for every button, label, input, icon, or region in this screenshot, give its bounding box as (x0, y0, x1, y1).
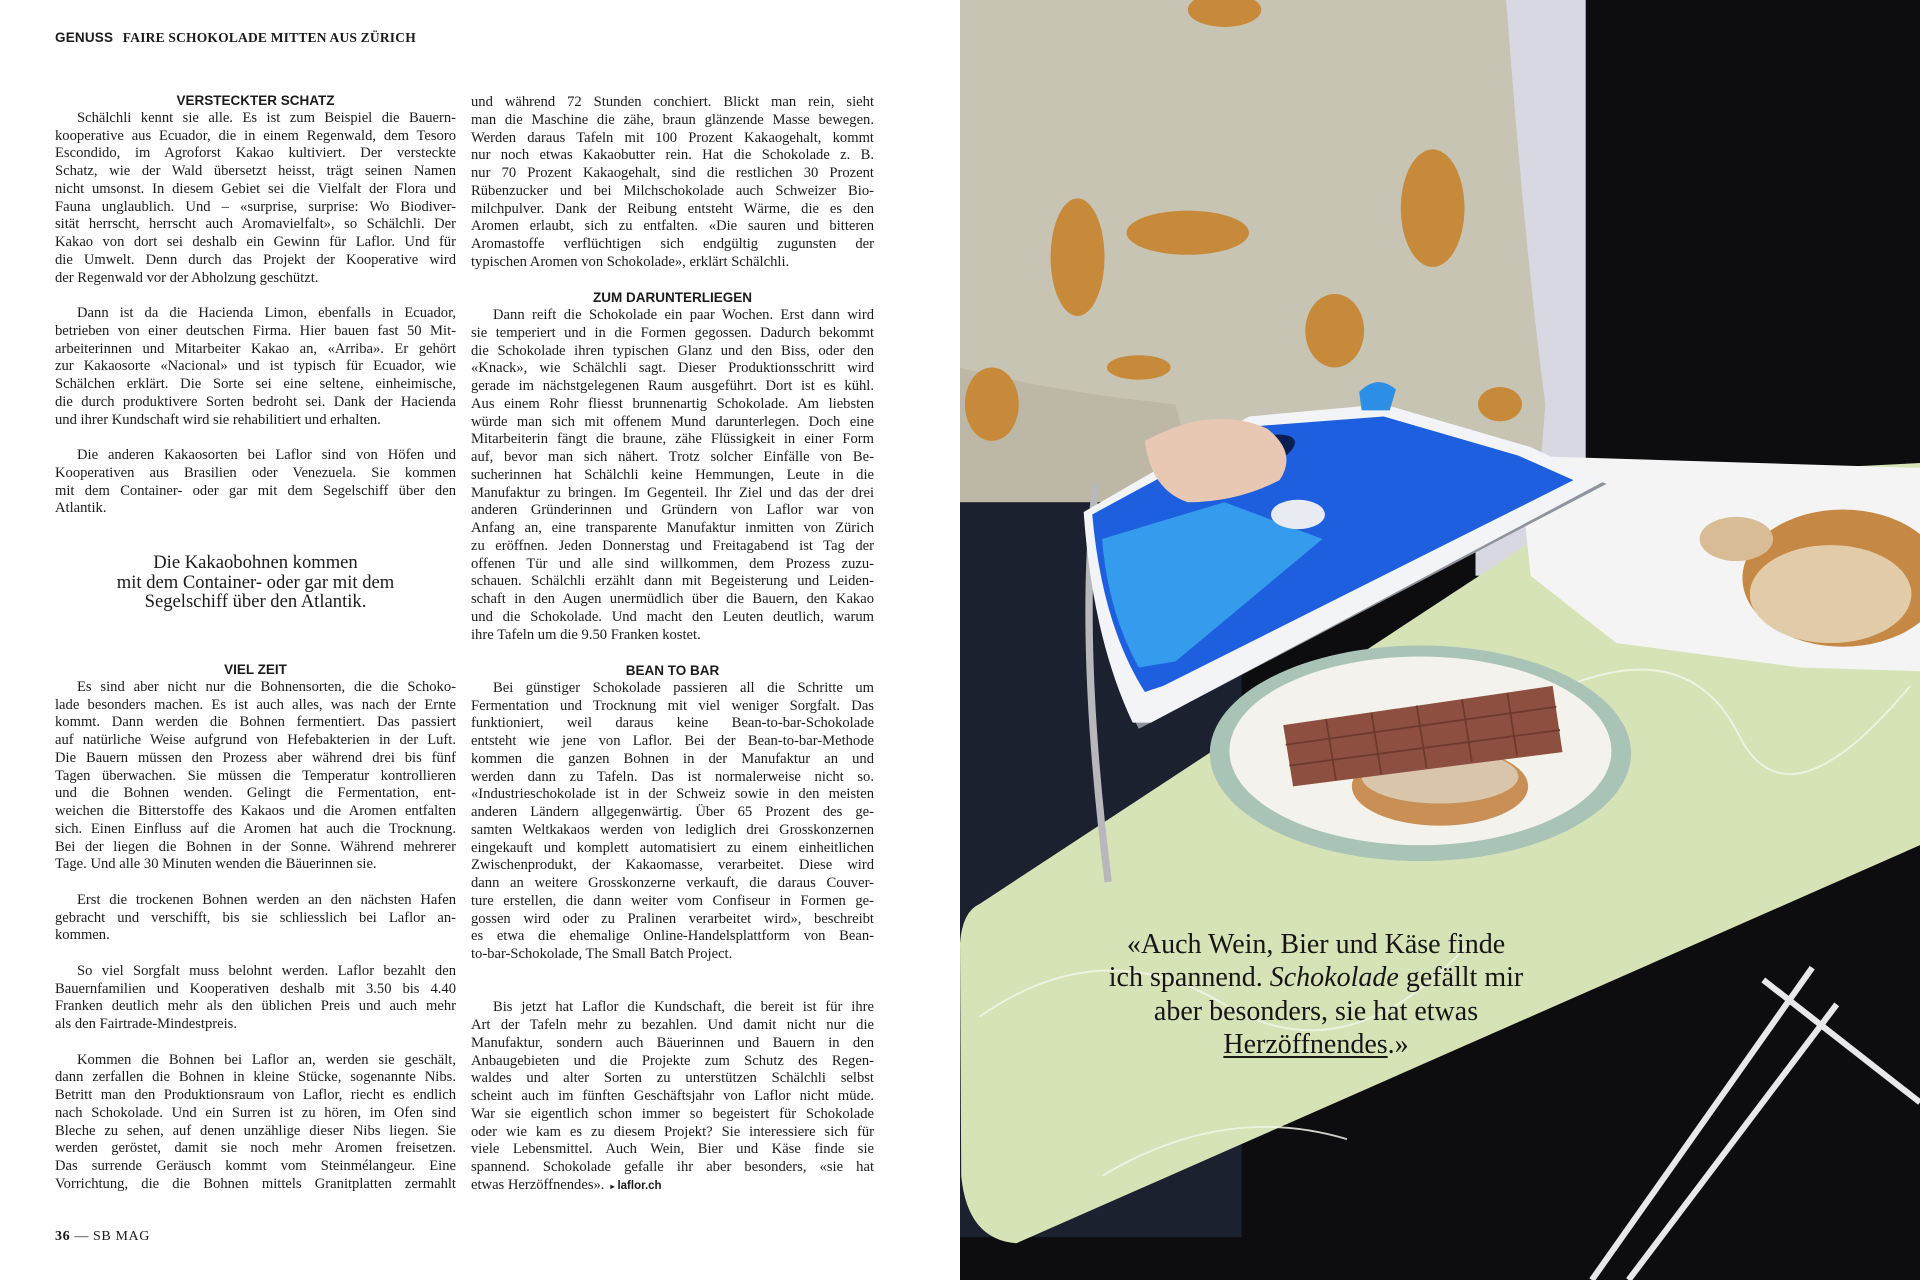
text-line (55, 128, 456, 146)
text-line-content: gerade im nächstgelegenen Raum ausgeführt. Dort ist es kühl. (471, 378, 874, 394)
quote-emphasis: Schokolade (1269, 962, 1399, 994)
text-line-content: Fauna unglaublich. Und – «surprise, surprise: Wo Biodiver- (55, 198, 456, 215)
article-photo (960, 0, 1920, 1280)
text-line (471, 573, 874, 591)
text-line (55, 234, 456, 252)
text-line-content: zu eröffnen. Jeden Donnerstag und Freitagabend ist Tag der (471, 537, 874, 554)
text-line (55, 270, 456, 288)
text-line-content: Betritt man den Produktionsraum von Laflor, riecht es endlich (55, 1087, 456, 1103)
article-title: FAIRE SCHOKOLADE MITTEN AUS ZÜRICH (122, 30, 416, 45)
text-line (55, 1158, 456, 1176)
text-line (55, 412, 456, 430)
text-line-content: sucherinnen hat Schälchli keine Hemmungen, Leute in die (471, 466, 874, 483)
text-line (471, 999, 874, 1017)
text-line (471, 875, 874, 893)
text-line-content: anderen Ländern allgegenwärtig. Über 65 Prozent des ge- (471, 804, 874, 820)
text-line (471, 1088, 874, 1106)
text-line-content: to-bar-Schokolade, The Small Batch Project. (471, 946, 733, 962)
text-line (471, 822, 874, 840)
text-line (55, 216, 456, 234)
text-line (55, 1123, 456, 1141)
text-line-content: Rübenzucker und bei Milchschokolade auch Schweizer Bio- (471, 182, 874, 199)
text-line (55, 856, 456, 874)
footer-separator: — (74, 1229, 89, 1244)
text-line-content: anderen Gründerinnen und Gründern von Laflor war von (471, 502, 874, 519)
text-line-content: würde man sich mit offenem Mund darunterlegen. Doch eine (471, 413, 874, 430)
text-line-content: «Knack», wie Schälchli sagt. Dieser Produktionsschritt wird (471, 360, 874, 377)
text-line (471, 928, 874, 946)
text-line (471, 556, 874, 574)
text-line (471, 786, 874, 804)
text-line-content: Die anderen Kakaosorten bei Laflor sind von Höfen und (77, 447, 456, 463)
text-line-content: man die Maschine die zähe, braun glänzende Masse bewegen. (471, 111, 874, 128)
text-line-content: Kommen die Bohnen bei Laflor an, werden sie geschält, (77, 1051, 456, 1068)
text-line (55, 732, 456, 750)
paragraph (471, 680, 874, 964)
text-line (55, 483, 456, 501)
text-line-content: ture erstellen, die dann weiter vom Confiseur in Formen ge- (471, 892, 874, 909)
text-line-content: arbeiterinnen und Mitarbeiter Kakao an, «Arriba». Er gehört (55, 340, 456, 357)
arrow-icon: ▸ (610, 1181, 615, 1191)
text-line-content: samten Weltkakaos werden von lediglich drei Grosskonzernen (471, 821, 874, 838)
text-line-content: Art der Tafeln mehr zu bezahlen. Und damit nicht nur die (471, 1017, 874, 1033)
text-line (471, 165, 874, 183)
paragraph (55, 963, 456, 1034)
paragraph (55, 679, 456, 874)
text-line (55, 323, 456, 341)
text-line-content: werden dann zu Tafeln. Das ist normalerweise nicht so. (471, 768, 874, 785)
text-line-content: Tage. Und alle 30 Minuten wenden die Bäuerinnen sie. (55, 856, 377, 873)
text-line-content: es etwa die ehemalige Online-Handelsplattform von Bean- (471, 928, 874, 945)
section-rubric: GENUSS (55, 30, 114, 45)
text-line-content: Erst die trockenen Bohnen werden an den nächsten Hafen (77, 891, 456, 908)
text-line (55, 341, 456, 359)
text-line-content: Vorrichtung, die die Bohnen mittels Granitplatten zermahlt (55, 1175, 456, 1192)
text-line (471, 1053, 874, 1071)
text-line (55, 465, 456, 483)
text-line (471, 946, 874, 964)
text-line (55, 1105, 456, 1123)
text-line (55, 927, 456, 945)
text-line (471, 698, 874, 716)
text-line-content: offenen Tür und alle sind willkommen, dem Prozess zuzu- (471, 555, 874, 572)
text-line-content: Bei günstiger Schokolade passieren all die Schritte um (493, 679, 874, 696)
text-line-content: Anbaugebieten und die Projekte zum Schutz des Regen- (471, 1052, 874, 1069)
text-line-content: Bis jetzt hat Laflor die Kundschaft, die bereit ist für ihre (493, 999, 874, 1016)
paragraph (55, 305, 456, 429)
text-line (471, 520, 874, 538)
text-line (471, 112, 874, 130)
text-line (55, 679, 456, 697)
text-line-content: sie temperiert und in die Formen gegossen. Dadurch bekommt (471, 324, 874, 341)
text-line-content: und die Schokolade. Und macht den Leuten deutlich, warum (471, 608, 874, 625)
page-footer (55, 1229, 150, 1245)
text-line-content: lade besonders machen. Es ist auch alles, was nach der Ernte (55, 696, 456, 713)
text-line-content: kommt. Dann werden die Bohnen fermentiert. Das passiert (55, 714, 456, 731)
text-line-content: funktioniert, weil daraus keine Bean-to-bar-Schokolade (471, 715, 874, 732)
magazine-name: SB MAG (93, 1229, 150, 1244)
text-line (471, 715, 874, 733)
text-line (55, 110, 456, 128)
column-1-section-1 (55, 92, 456, 518)
page-number: 36 (55, 1229, 71, 1244)
text-line-content: dann an weitere Grosskonzerne verkauft, die daraus Couver- (471, 875, 874, 891)
text-line (55, 199, 456, 217)
text-line-content: Kakao von dort sei deshalb ein Gewinn für Laflor. Und für (55, 234, 456, 250)
text-line-content: Aromastoffe verflüchtigen sich endgültig zugunsten der (471, 236, 874, 252)
column-1-section-2 (55, 661, 456, 1194)
photo-quote-line: aber besonders, sie hat etwas (1153, 995, 1479, 1027)
text-line-content: Aromen erlaubt, sich zu entfalten. «Die sauren und bitteren (471, 218, 874, 235)
text-line-content: Zwischenprodukt, der Kakaomasse, verarbeitet. Diese wird (471, 857, 874, 874)
text-line (471, 343, 874, 361)
text-line-content: Anfang an, eine transparente Manufaktur inmitten von Zürich (471, 520, 874, 536)
text-line-content: milchpulver. Dank der Reibung entsteht Wärme, die es den (471, 200, 874, 217)
text-line (471, 840, 874, 858)
text-line (471, 502, 874, 520)
text-line-content: die Umwelt. Denn durch das Projekt der Kooperative wird (55, 251, 456, 268)
text-line (471, 1017, 874, 1035)
text-line-content: die durch produktivere Sorten bedroht sei. Dank der Hacienda (55, 393, 456, 410)
text-line (55, 252, 456, 270)
text-line-content: Fermentation und Trocknung mit viel weniger Sorgfalt. Das (471, 697, 874, 714)
text-line (471, 680, 874, 698)
text-line-content: dann zerfallen die Bohnen in kleine Stücke, sogenannte Nibs. (55, 1069, 456, 1086)
paragraph (471, 94, 874, 272)
paragraph (55, 447, 456, 518)
text-line (55, 697, 456, 715)
text-line (471, 1070, 874, 1088)
text-line-content: Schälchen erklärt. Die Sorte sei eine seltene, einheimische, (55, 376, 456, 392)
text-line (55, 803, 456, 821)
text-line-content: Dann reift die Schokolade ein paar Wochen. Erst dann wird (493, 307, 874, 323)
running-head (55, 30, 416, 46)
text-line (471, 360, 874, 378)
quote-underlined: Herzöffnendes (1223, 1028, 1388, 1060)
photo-pull-quote (1016, 928, 1616, 1061)
text-line (471, 236, 874, 254)
text-line-content: So viel Sorgfalt muss belohnt werden. Laflor bezahlt den (77, 962, 456, 979)
text-line-content: schauen. Schälchli erzählt dann mit Begeisterung und Leiden- (471, 573, 874, 590)
text-line (55, 981, 456, 999)
text-line-content: Dann ist da die Hacienda Limon, ebenfalls in Ecuador, (77, 305, 456, 321)
text-line (55, 714, 456, 732)
text-line (471, 449, 874, 467)
text-line (55, 1087, 456, 1105)
text-line (55, 750, 456, 768)
text-line (55, 358, 456, 376)
text-line (471, 396, 874, 414)
subheading: VERSTECKTER SCHATZ (176, 93, 335, 108)
text-line-content: mit dem Container- oder gar mit dem Segelschiff über den (55, 482, 456, 499)
paragraph (471, 999, 874, 1194)
photo-quote-line: «Auch Wein, Bier und Käse finde (1126, 929, 1506, 960)
text-line-content: ihre Tafeln um die 9.50 Franken kostet. (471, 626, 701, 643)
text-line-content: als den Fairtrade-Mindestpreis. (55, 1016, 237, 1032)
paragraph (55, 110, 456, 288)
text-line-content: Es sind aber nicht nur die Bohnensorten, die die Schoko- (77, 678, 456, 695)
text-line-content: nach Schokolade. Und ein Surren ist zu hören, im Ofen sind (55, 1104, 456, 1121)
text-line-content: Bleche zu sehen, auf denen unzählige dieser Nibs liegen. Sie (55, 1122, 456, 1139)
text-line (471, 1035, 874, 1053)
text-line-content: sich. Einen Einfluss auf die Aromen hat auch die Trocknung. (55, 820, 456, 837)
text-line (55, 1052, 456, 1070)
text-line (471, 378, 874, 396)
subheading: BEAN TO BAR (625, 663, 720, 678)
bread-slice-small (1700, 517, 1773, 561)
text-line (55, 785, 456, 803)
text-line-content: kommen. (55, 927, 110, 944)
text-line-content: und während 72 Stunden conchiert. Blickt man rein, sieht (471, 94, 874, 110)
text-line-content: Bauernfamilien und Kooperativen deshalb mit 3.50 bis 4.40 (55, 980, 456, 997)
photo-quote-line (1016, 961, 1616, 994)
text-line (471, 130, 874, 148)
text-line (471, 147, 874, 165)
text-line-content: etwas Herzöffnendes». (471, 1176, 605, 1193)
text-line-content: viele Lebensmittel. Auch Wein, Bier und Käse finde sie (471, 1141, 874, 1158)
text-line (471, 201, 874, 219)
text-line-content: Das surrende Geräusch kommt vom Steinmélangeur. Eine (55, 1158, 456, 1174)
text-line-content: Die Bauern müssen den Prozess aber während drei bis fünf (55, 749, 456, 766)
pull-quote-line: mit dem Container- oder gar mit dem (116, 571, 395, 593)
text-line-content: nur 70 Prozent Kakaogehalt, sind die restlichen 30 Prozent (471, 165, 874, 181)
text-line-content: nicht umsonst. In diesem Gebiet sei die Vielfalt der Flora und (55, 180, 456, 197)
text-line (471, 538, 874, 556)
text-line-content: typischen Aromen von Schokolade», erklärt Schälchli. (471, 253, 790, 270)
text-line (471, 804, 874, 822)
text-line (471, 769, 874, 787)
subheading: VIEL ZEIT (224, 662, 287, 677)
quote-text: gefällt mir (1398, 962, 1524, 994)
text-line (55, 892, 456, 910)
text-line (471, 307, 874, 325)
text-line (55, 376, 456, 394)
text-line (471, 893, 874, 911)
text-line-content: betrieben von einer deutschen Firma. Hier bauen fast 50 Mit- (55, 322, 456, 339)
text-line-content: Kooperativen aus Brasilien oder Venezuela. Sie kommen (55, 464, 456, 481)
text-line (471, 1177, 874, 1195)
text-line (471, 414, 874, 432)
text-line (471, 733, 874, 751)
text-line (55, 963, 456, 981)
pull-quote-line: Die Kakaobohnen kommen (153, 552, 358, 573)
text-line-content: und ihrer Kundschaft wird sie rehabilitiert und erhalten. (55, 411, 381, 428)
bread-crumb (1750, 545, 1912, 643)
text-line (55, 145, 456, 163)
text-line (471, 94, 874, 112)
text-line (55, 163, 456, 181)
photo-illustration (960, 0, 1920, 1280)
text-line-content: gossen wird oder zu Pralinen verarbeitet wird», beschreibt (471, 910, 874, 927)
text-line-content: sität herrscht, herrscht auch Aromavielfalt», so Schälchli. Der (55, 216, 456, 233)
text-line (471, 431, 874, 449)
text-line-content: Bei der liegen die Bohnen in der Sonne. Während mehrerer (55, 838, 456, 855)
text-line-content: Atlantik. (55, 500, 107, 517)
text-line (55, 1176, 456, 1194)
subheading: ZUM DARUNTERLIEGEN (593, 290, 752, 306)
text-line (471, 218, 874, 236)
text-line-content: und die Bohnen wenden. Gelingt die Fermentation, ent- (55, 785, 456, 802)
text-line (55, 1140, 456, 1158)
text-line-content: zur Kakaosorte «Nacional» und ist typisch für Ecuador, wie (55, 358, 456, 375)
text-line (55, 839, 456, 857)
text-line (55, 394, 456, 412)
quote-text: .» (1387, 1028, 1409, 1060)
photo-quote-line (1016, 1028, 1616, 1061)
text-line-content: waldes und alter Sorten zu unterstützen Schälchli selbst (471, 1070, 874, 1087)
text-line (55, 998, 456, 1016)
text-line (471, 325, 874, 343)
text-line (55, 181, 456, 199)
website-label: laflor.ch (617, 1179, 662, 1192)
text-line-content: nur noch etwas Kakaobutter rein. Hat die Schokolade z. B. (471, 147, 874, 164)
text-line (55, 910, 456, 928)
text-line-content: Manufaktur zu bringen. Im Gegenteil. Ihr Ziel und das der drei (471, 484, 874, 501)
text-line-content: Tagen überwachen. Sie müssen die Temperatur kontrollieren (55, 767, 456, 784)
paragraph (471, 307, 874, 644)
text-line (471, 609, 874, 627)
text-line-content: Franken deutlich mehr als den üblichen Preis und auch mehr (55, 998, 456, 1015)
text-line-content: «Industrieschokolade ist in der Schweiz sowie in den meisten (471, 786, 874, 803)
text-line-content: oder wie kam es zu diesem Projekt? Sie interessiere sich für (471, 1123, 874, 1140)
text-line-content: Schatz, wie der Wald übersetzt heisst, trägt seinen Namen (55, 163, 456, 179)
pull-quote-line: Segelschiff über den Atlantik. (144, 591, 367, 613)
text-line (471, 1141, 874, 1159)
text-line (471, 254, 874, 272)
text-line-content: scheint auch im fünften Geschäftsjahr von Laflor nicht müde. (471, 1088, 874, 1104)
text-line (55, 1069, 456, 1087)
text-line (471, 183, 874, 201)
text-line-content: schaft in den Augen unermüdlich über die Bauern, den Kakao (471, 591, 874, 607)
text-line (55, 447, 456, 465)
text-line (471, 1159, 874, 1177)
paragraph (55, 1052, 456, 1194)
text-line-content: War sie eigentlich schon immer so begeistert für Schokolade (471, 1105, 874, 1122)
pull-quote (55, 553, 456, 612)
text-line-content: weichen die Bitterstoffe des Kakaos und die Aromen entfalten (55, 803, 456, 819)
text-line-content: werden geröstet, damit sie noch mehr Aromen freisetzen. (55, 1140, 456, 1157)
text-line-content: kommen die ganzen Bohnen in der Manufaktur an und (471, 750, 874, 767)
text-line (471, 911, 874, 929)
text-line (471, 857, 874, 875)
text-line-content: eingekauft und komplett automatisiert zu einem einheitlichen (471, 839, 874, 856)
text-line-content: kooperative aus Ecuador, die in einem Regenwald, dem Tesoro (55, 127, 456, 144)
text-line-content: Escondido, im Agroforst Kakao kultiviert. Der versteckte (55, 145, 456, 162)
paragraph (55, 892, 456, 945)
text-line (55, 821, 456, 839)
text-line (471, 467, 874, 485)
text-line-content: spannend. Schokolade gefalle ihr aber besonders, «sie hat (471, 1159, 874, 1175)
text-line (471, 1124, 874, 1142)
website-link[interactable] (610, 1180, 661, 1192)
text-line (471, 751, 874, 769)
text-line-content: Manufaktur, sondern auch Bäuerinnen und Bauern in den (471, 1034, 874, 1051)
text-line-content: der Regenwald vor der Abholzung geschützt. (55, 269, 319, 286)
text-line (471, 485, 874, 503)
text-line (471, 627, 874, 645)
text-line (55, 500, 456, 518)
column-2 (471, 94, 874, 1195)
text-line (55, 768, 456, 786)
text-line-content: Schälchli kennt sie alle. Es ist zum Beispiel die Bauern- (77, 109, 456, 126)
text-line (55, 305, 456, 323)
text-line-content: auf, bevor man sich nähert. Trotz solcher Einfälle von Be- (471, 449, 874, 465)
text-line-content: Werden daraus Tafeln mit 100 Prozent Kakaogehalt, kommt (471, 129, 874, 146)
quote-text: ich spannend. (1108, 962, 1270, 994)
text-line-content: Mitarbeiterin fängt die braune, zähe Flüssigkeit in einer Form (471, 431, 874, 448)
text-line-content: gebracht und verschifft, bis sie schliesslich bei Laflor an- (55, 909, 456, 926)
text-line (471, 1106, 874, 1124)
text-line-content: entsteht wie jene von Laflor. Bei der Bean-to-bar-Methode (471, 733, 874, 749)
text-line-content: die Schokolade ihren typischen Glanz und den Biss, oder den (471, 342, 874, 359)
text-line-content: auf natürliche Weise aufgrund von Hefebakterien in der Luft. (55, 732, 456, 748)
text-line (55, 1016, 456, 1034)
text-line-content: Aus einem Rohr fliesst brunnenartig Schokolade. Am liebsten (471, 395, 874, 412)
text-line (471, 591, 874, 609)
